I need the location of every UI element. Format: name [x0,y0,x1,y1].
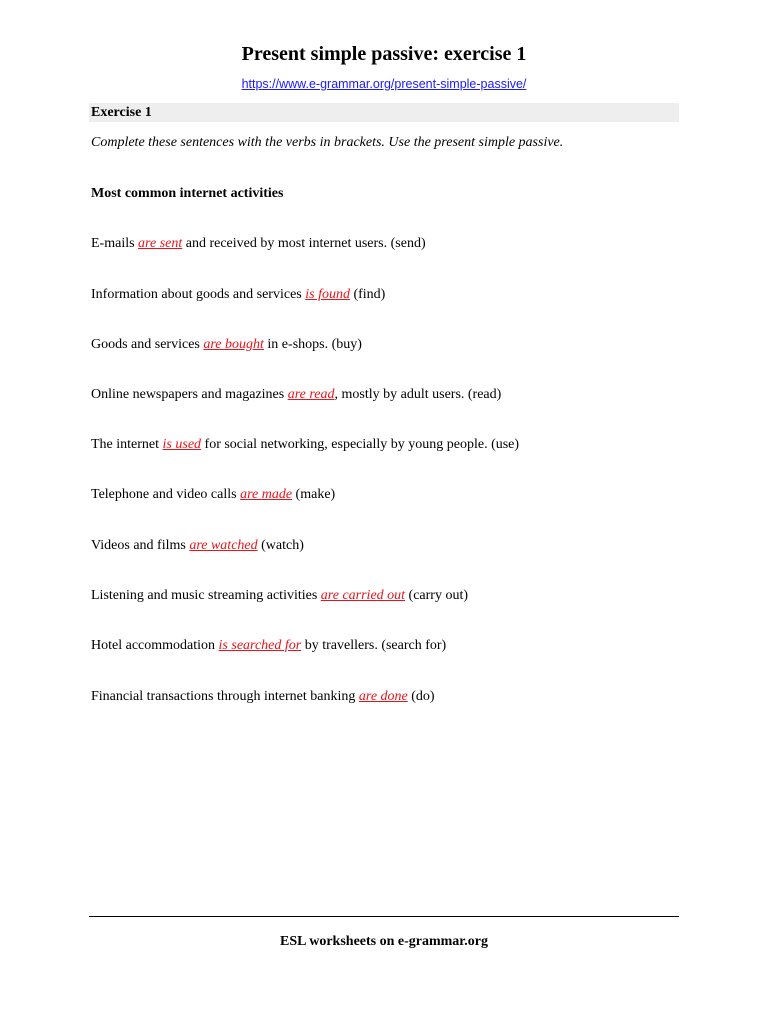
sentence-text: in e-shops. (buy) [263,337,362,352]
sentence-text: Listening and music streaming activities [91,588,321,603]
sentence-text: (watch) [257,538,304,553]
sentence-text: Goods and services [91,337,204,352]
sentence-answer: are watched [189,538,258,553]
sentence-text: Information about goods and services [91,287,306,302]
exercise-sentence [91,385,501,405]
sentence-answer: are carried out [320,588,406,603]
exercise-sentence [91,435,519,455]
sentence-text: by travellers. (search for) [301,638,447,653]
sentence-text: Telephone and video calls [91,487,241,502]
exercise-sentence [91,586,468,606]
sentence-text: (carry out) [405,588,469,603]
exercise-instructions: Complete these sentences with the verbs in brackets. Use the present simple passive. [91,135,564,150]
sentence-text: (make) [292,487,336,502]
footer-text: ESL worksheets on e-grammar.org [280,934,488,949]
sentence-text: for social networking, especially by young people. (use) [201,437,520,452]
sentence-text: Hotel accommodation [91,638,219,653]
exercise-sentence [91,636,446,656]
sentence-text: Videos and films [91,538,190,553]
sentence-text: (find) [349,287,386,302]
exercise-sentence [91,536,304,556]
exercise-sentence [91,285,385,305]
exercise-sentence [91,335,362,355]
exercise-heading: Exercise 1 [91,105,152,120]
sentence-answer: are sent [138,236,183,251]
footer-divider [89,916,679,917]
sentence-answer: are read [287,387,335,402]
sentence-answer: is used [162,437,202,452]
page-title: Present simple passive: exercise 1 [241,43,527,65]
sentence-text: E-mails [91,236,139,251]
sentence-text: (do) [407,689,435,704]
sentence-answer: is found [305,287,350,302]
exercise-heading-bar [89,103,679,122]
sentence-answer: are done [358,689,408,704]
sentence-text: and received by most internet users. (send) [182,236,426,251]
sentence-text: The internet [91,437,163,452]
sentence-text: Financial transactions through internet banking [91,689,359,704]
exercise-sentence [91,234,426,254]
sentence-text: , mostly by adult users. (read) [334,387,502,402]
exercise-sentence [91,687,435,707]
source-link[interactable]: https://www.e-grammar.org/present-simple-passive/ [241,77,527,91]
sentence-answer: are made [240,487,293,502]
sentence-answer: are bought [203,337,264,352]
sentence-text: Online newspapers and magazines [91,387,288,402]
sentence-answer: is searched for [218,638,302,653]
exercise-sentence [91,485,335,505]
section-heading: Most common internet activities [91,186,284,201]
